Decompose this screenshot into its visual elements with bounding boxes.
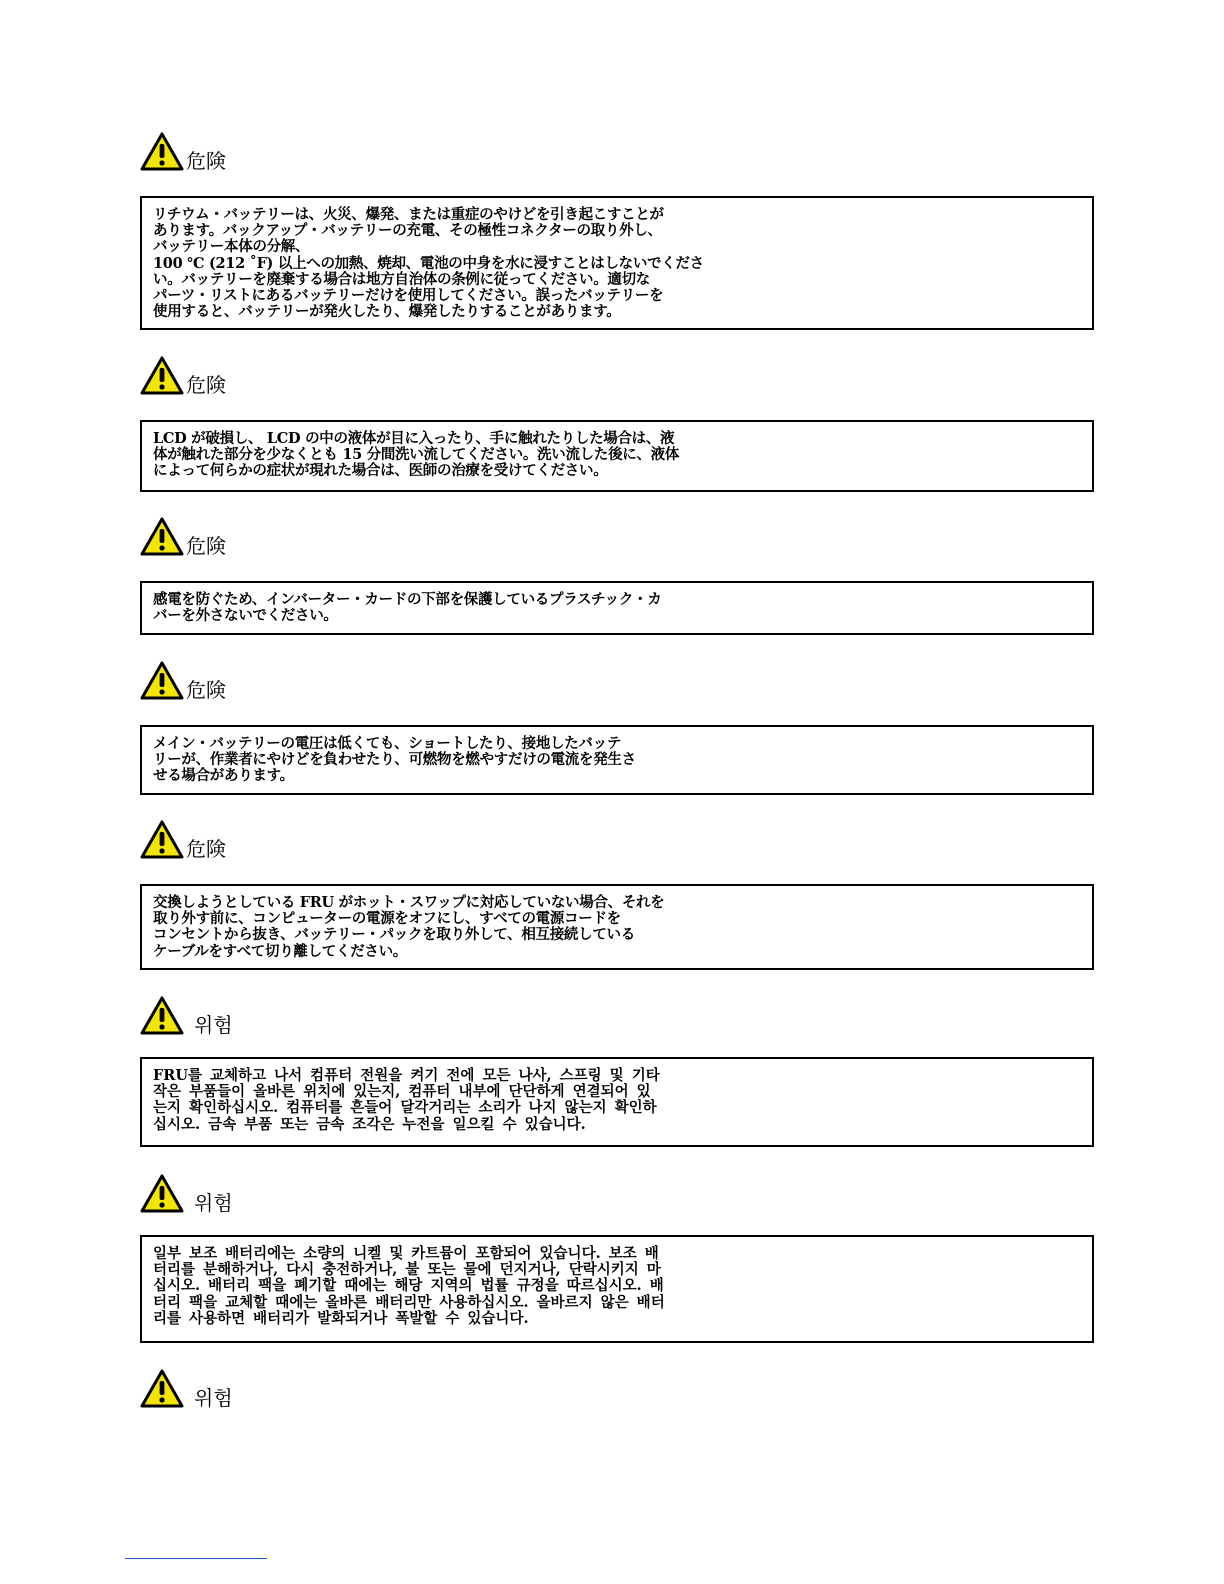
warning-triangle-icon [140, 661, 184, 701]
notice-line: 터리를 분해하거나, 다시 충전하거나, 불 또는 물에 던지거나, 단락시키지 마 [153, 1261, 661, 1279]
danger-heading-label: 위험 [194, 1386, 233, 1410]
notice-line: リーが、作業者にやけどを負わせたり、可燃物を燃やすだけの電流を発生さ [153, 751, 636, 769]
notice-line: によって何らかの症状が現れた場合は、医師の治療を受けてください。 [153, 462, 608, 480]
danger-heading-label: 危険 [186, 149, 226, 173]
notice-line: 일부 보조 배터리에는 소량의 니켈 및 카트뮴이 포함되어 있습니다. 보조 배 [153, 1245, 659, 1262]
danger-heading-label: 危険 [186, 678, 226, 702]
danger-heading-4 [140, 657, 226, 701]
danger-heading-5 [140, 816, 226, 860]
danger-heading-label: 危険 [186, 837, 226, 861]
danger-notice-5 [140, 884, 1094, 970]
danger-notice-3 [140, 581, 1094, 635]
danger-heading-label: 危険 [186, 373, 226, 397]
notice-line: コンセントから抜き、バッテリー・パックを取り外して、相互接続している [153, 926, 635, 944]
warning-triangle-icon [140, 356, 184, 396]
notice-line: 体が触れた部分を少なくとも 15 分間洗い流してください。洗い流した後に、液体 [153, 446, 680, 464]
notice-line: ケーブルをすべて切り離してください。 [153, 942, 408, 960]
danger-notice-7 [140, 1235, 1094, 1343]
danger-notice-2 [140, 420, 1094, 492]
danger-heading-7 [140, 1170, 233, 1214]
notice-line: 感電を防ぐため、インバーター・カードの下部を保護しているプラスチック・カ [153, 591, 662, 608]
notice-line: バーを外さないでください。 [153, 607, 338, 625]
danger-notice-6 [140, 1057, 1094, 1147]
danger-notice-4 [140, 725, 1094, 795]
warning-triangle-icon [140, 996, 184, 1036]
danger-heading-3 [140, 513, 226, 557]
danger-heading-1 [140, 128, 226, 172]
notice-line: 100 ℃ (212 ˚F) 以上への加熱、焼却、電池の中身を水に浸すことはしないでくださ [153, 254, 704, 272]
danger-heading-6 [140, 992, 233, 1036]
danger-heading-8 [140, 1365, 233, 1409]
notice-line: FRU를 교체하고 나서 컴퓨터 전원을 켜기 전에 모든 나사, 스프링 및 기타 [153, 1067, 660, 1084]
danger-heading-2 [140, 352, 226, 396]
notice-line: パーツ・リストにあるバッテリーだけを使用してください。誤ったバッテリーを [153, 287, 664, 305]
notice-line: せる場合があります。 [153, 767, 294, 785]
warning-triangle-icon [140, 1174, 184, 1214]
notice-line: 使用すると、バッテリーが発火したり、爆発したりすることがあります。 [153, 303, 621, 321]
notice-line: 터리 팩을 교체할 때에는 올바른 배터리만 사용하십시오. 올바르지 않은 배터 [153, 1293, 665, 1311]
notice-line: い。バッテリーを廃棄する場合は地方自治体の条例に従ってください。適切な [153, 270, 650, 288]
warning-triangle-icon [140, 820, 184, 860]
notice-line: メイン・バッテリーの電圧は低くても、ショートしたり、接地したバッテ [153, 735, 622, 752]
notice-line: 리를 사용하면 배터리가 발화되거나 폭발할 수 있습니다. [153, 1309, 529, 1327]
warning-triangle-icon [140, 132, 184, 172]
warning-triangle-icon [140, 517, 184, 557]
footnote-rule [125, 1558, 267, 1559]
notice-line: バッテリー本体の分解、 [153, 238, 310, 256]
danger-heading-label: 위험 [194, 1013, 233, 1037]
notice-line: あります。バックアップ・バッテリーの充電、その極性コネクターの取り外し、 [153, 222, 662, 240]
notice-line: LCD が破損し、 LCD の中の液体が目に入ったり、手に触れたりした場合は、液 [153, 430, 675, 447]
notice-line: 십시오. 배터리 팩을 폐기할 때에는 해당 지역의 법률 규정을 따르십시오. 배 [153, 1277, 664, 1295]
warning-triangle-icon [140, 1369, 184, 1409]
danger-notice-1 [140, 196, 1094, 330]
notice-line: 작은 부품들이 올바른 위치에 있는지, 컴퓨터 내부에 단단하게 연결되어 있 [153, 1083, 651, 1101]
danger-heading-label: 危険 [186, 534, 226, 558]
notice-line: 取り外す前に、コンピューターの電源をオフにし、すべての電源コードを [153, 910, 621, 928]
danger-heading-label: 위험 [194, 1191, 233, 1215]
notice-line: リチウム・バッテリーは、火災、爆発、または重症のやけどを引き起こすことが [153, 206, 664, 223]
notice-line: 십시오. 금속 부품 또는 금속 조각은 누전을 일으킬 수 있습니다. [153, 1115, 586, 1133]
notice-line: 는지 확인하십시오. 컴퓨터를 흔들어 달각거리는 소리가 나지 않는지 확인하 [153, 1099, 657, 1117]
notice-line: 交換しようとしている FRU がホット・スワップに対応していない場合、それを [153, 894, 665, 911]
